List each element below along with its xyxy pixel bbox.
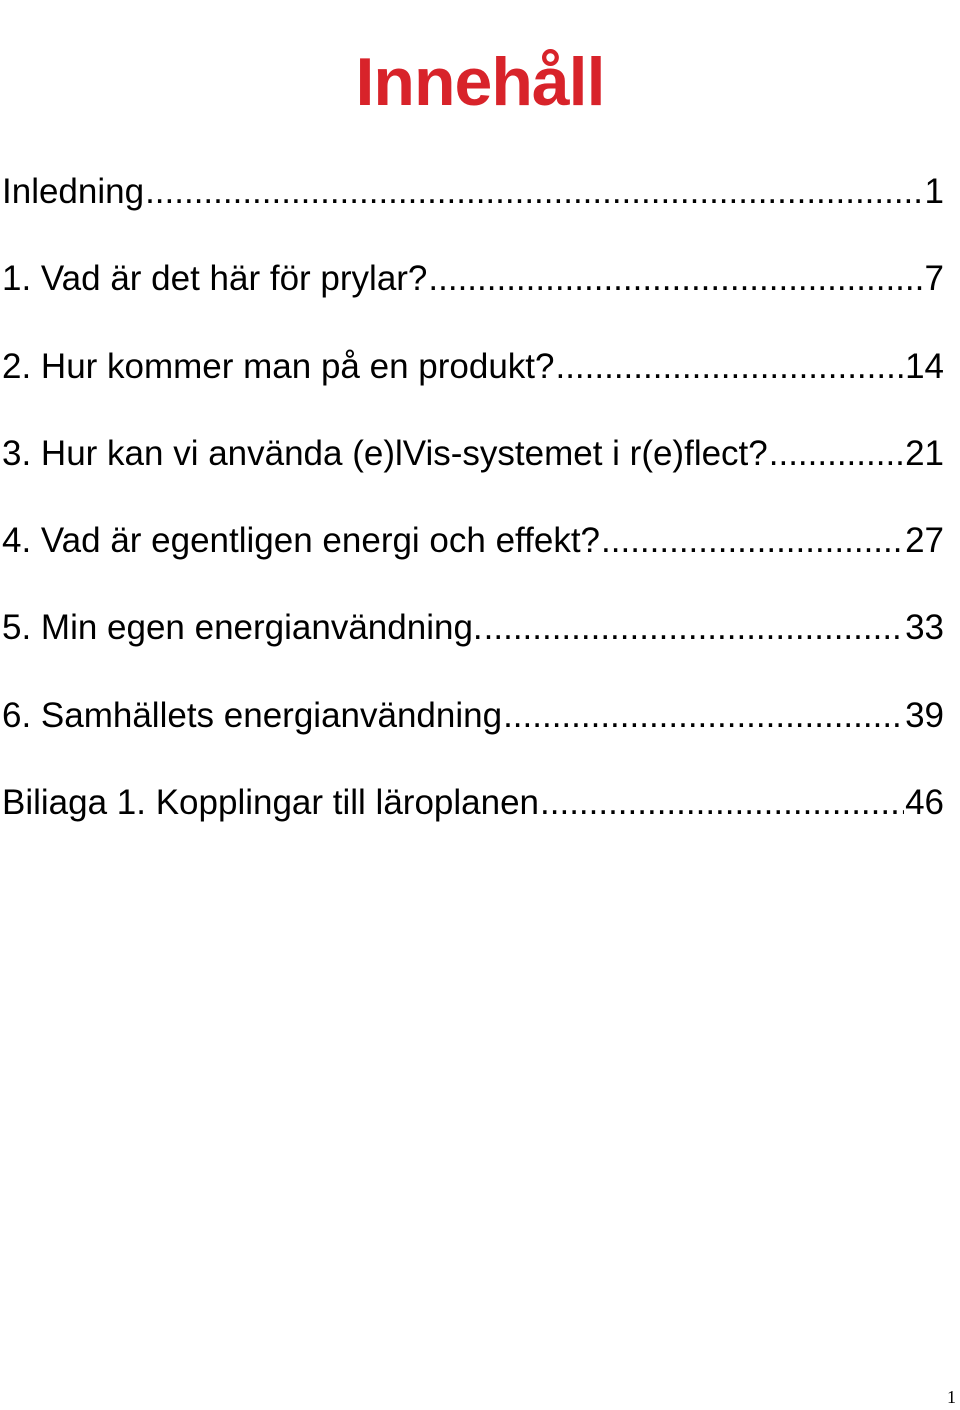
toc-entry-title: 2. Hur kommer man på en produkt? [2, 346, 555, 386]
toc-entry-chapter-4 [2, 511, 944, 598]
toc-entry-inledning [2, 162, 944, 249]
toc-entry-page: 39 [905, 695, 944, 735]
toc-entry-chapter-2 [2, 337, 944, 424]
toc-entry-page: 46 [905, 783, 944, 823]
toc-entry-title: 6. Samhällets energianvändning [2, 695, 503, 735]
toc-entry-page: 7 [924, 259, 944, 299]
toc-entry-chapter-6 [2, 686, 944, 773]
toc-entry-appendix-1 [2, 773, 944, 860]
toc-entry-title: Inledning [2, 172, 145, 211]
toc-entry-page: 21 [905, 433, 944, 473]
toc-dot-leader [555, 337, 904, 397]
toc-dot-leader [769, 424, 904, 484]
page-title: Innehåll [355, 43, 605, 120]
toc-entry-page: 1 [924, 172, 944, 211]
toc-entry-chapter-1 [2, 249, 944, 336]
page-number: 1 [947, 1387, 956, 1407]
toc-dot-leader [601, 511, 904, 571]
toc-entry-title: 3. Hur kan vi använda (e)lVis-systemet i r(e)flect? [2, 433, 768, 473]
table-of-contents [2, 162, 944, 860]
toc-entry-chapter-5 [2, 598, 944, 685]
toc-entry-page: 27 [905, 521, 944, 561]
toc-dot-leader [503, 686, 904, 746]
toc-entry-title: Biliaga 1. Kopplingar till läroplanen [2, 783, 540, 823]
toc-entry-title: 1. Vad är det här för prylar? [2, 259, 428, 299]
toc-dot-leader [145, 162, 923, 222]
toc-dot-leader [428, 249, 923, 309]
toc-entry-title: 4. Vad är egentligen energi och effekt? [2, 521, 601, 561]
toc-entry-page: 14 [905, 346, 944, 386]
toc-entry-page: 33 [905, 608, 944, 648]
toc-dot-leader [484, 598, 904, 658]
toc-entry-title: 5. Min egen energianvändning. [2, 608, 483, 648]
toc-dot-leader [540, 773, 904, 833]
toc-entry-chapter-3 [2, 424, 944, 511]
